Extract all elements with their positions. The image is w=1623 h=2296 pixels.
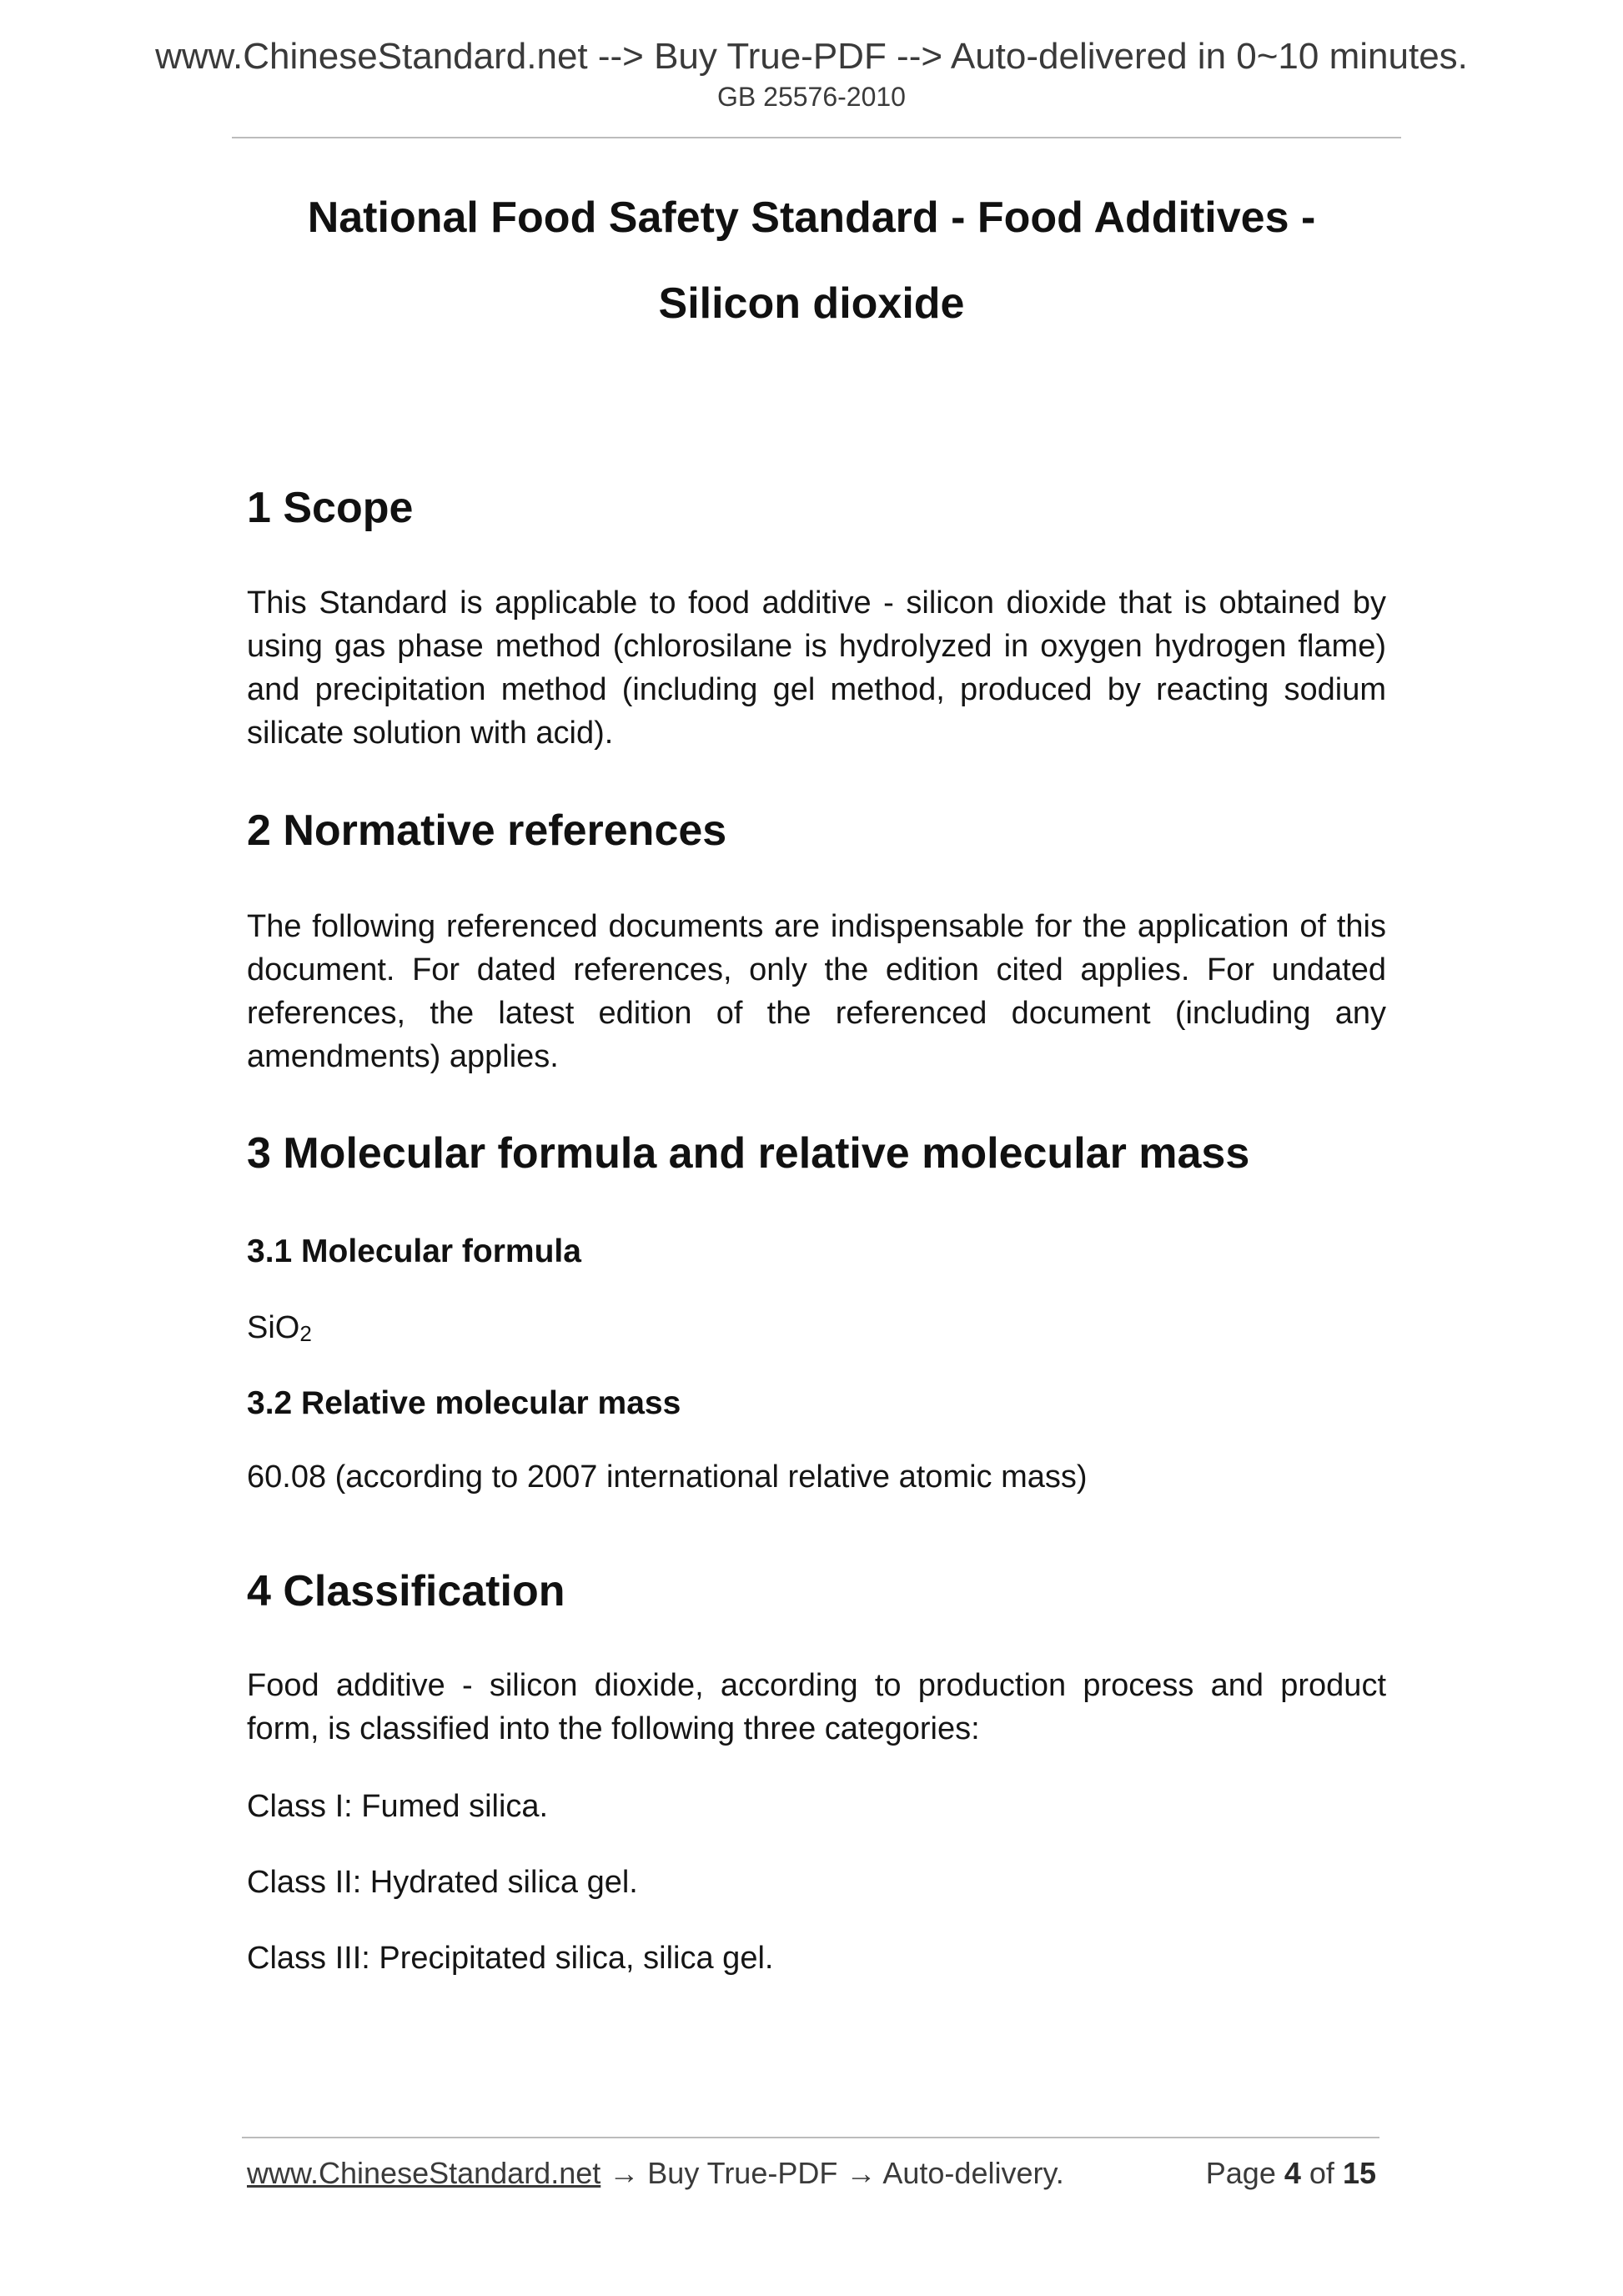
arrow-right-icon: → bbox=[846, 2156, 877, 2190]
page-current-number: 4 bbox=[1284, 2156, 1301, 2190]
molecular-formula-base: SiO bbox=[247, 1310, 300, 1345]
subsection-heading-molecular-formula: 3.1 Molecular formula bbox=[247, 1233, 581, 1269]
classification-paragraph: Food additive - silicon dioxide, according to production process and product form, is classified into the following three categories: bbox=[247, 1668, 1386, 1746]
page-label: Page bbox=[1205, 2156, 1276, 2190]
section-heading-classification: 4 Classification bbox=[247, 1567, 565, 1615]
class-item: Class I: Fumed silica. bbox=[247, 1789, 549, 1824]
footer-website-link[interactable]: www.ChineseStandard.net bbox=[247, 2156, 601, 2190]
section-heading-normative-references: 2 Normative references bbox=[247, 806, 727, 855]
header-banner: www.ChineseStandard.net --> Buy True-PDF --> Auto-delivered in 0~10 minutes. bbox=[155, 36, 1468, 77]
class-item: Class II: Hydrated silica gel. bbox=[247, 1865, 638, 1900]
footer-delivery-text: Auto-delivery. bbox=[882, 2156, 1064, 2190]
scope-paragraph: This Standard is applicable to food additive - silicon dioxide that is obtained by using gas phase method (chlorosilane is hydrolyzed in oxygen hydrogen flame) and precipitation method (including gel method, produced by reacting sodium silicate solution with acid). bbox=[247, 585, 1386, 751]
section-heading-scope: 1 Scope bbox=[247, 484, 414, 532]
page-indicator bbox=[1206, 2158, 1376, 2188]
molecular-formula-subscript: 2 bbox=[299, 1321, 312, 1346]
header-divider bbox=[232, 137, 1401, 138]
molecular-formula bbox=[247, 1312, 312, 1344]
normative-references-paragraph: The following referenced documents are indispensable for the application of this document. For dated references, only the edition cited applies. For undated references, the latest edition of the referenced document (including any amendments) applies. bbox=[247, 909, 1386, 1074]
class-item: Class III: Precipitated silica, silica gel. bbox=[247, 1941, 774, 1976]
footer-divider bbox=[242, 2137, 1379, 2138]
subsection-heading-relative-mass: 3.2 Relative molecular mass bbox=[247, 1385, 681, 1421]
page-total-number: 15 bbox=[1342, 2156, 1376, 2190]
relative-mass-value: 60.08 (according to 2007 international relative atomic mass) bbox=[247, 1459, 1088, 1495]
document-title-line1: National Food Safety Standard - Food Additives - bbox=[307, 193, 1316, 242]
page-footer bbox=[247, 2158, 1376, 2188]
page-of-label: of bbox=[1309, 2156, 1334, 2190]
document-title-line2: Silicon dioxide bbox=[658, 279, 965, 328]
footer-buy-text: Buy True-PDF bbox=[647, 2156, 838, 2190]
document-code: GB 25576-2010 bbox=[717, 82, 906, 112]
section-heading-molecular: 3 Molecular formula and relative molecular mass bbox=[247, 1129, 1250, 1178]
arrow-right-icon: → bbox=[609, 2156, 640, 2190]
